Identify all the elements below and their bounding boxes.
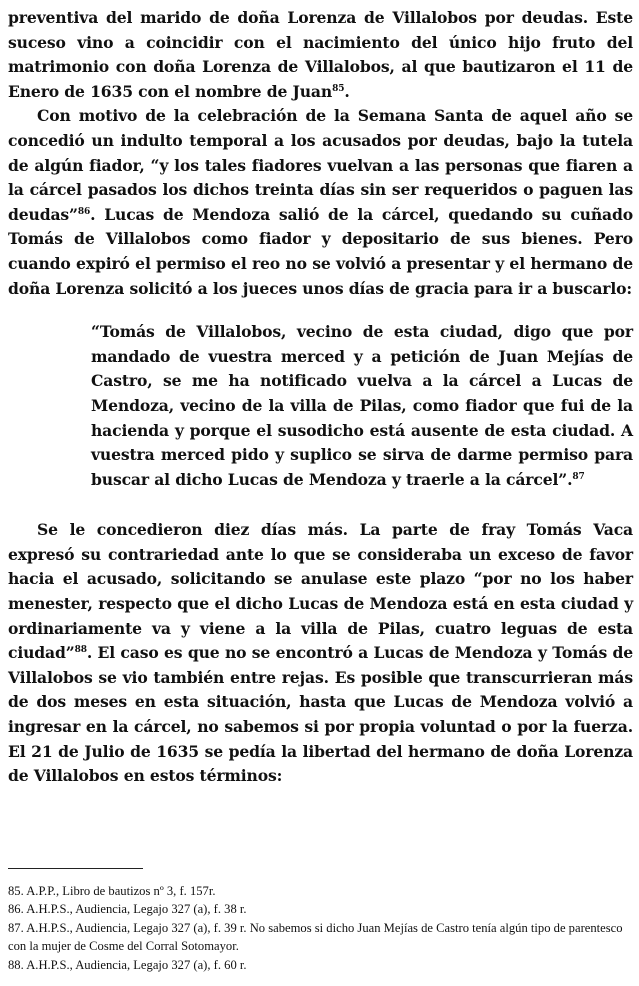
paragraph-3 [8,518,633,789]
paragraph-2-text: Con motivo de la celebración de la Semana Santa de aquel año se concedió un indulto temporal a los acusados por deudas, bajo la tutela de algún fiador, “y los tales fiadores vuelvan a las personas que fiaren a la cárcel pasados los dichos treinta días sin ser requeridos o paguen las deudas” [8,106,633,224]
footnote-ref-85: 85 [332,83,345,94]
footnote-85: 85. A.P.P., Libro de bautizos nº 3, f. 157r. [8,884,216,898]
paragraph-2 [8,104,633,301]
footnote-87: 87. A.H.P.S., Audiencia, Legajo 327 (a), f. 39 r. No sabemos si dicho Juan Mejías de Castro tenía algún tipo de parentesco con la mujer de Cosme del Corral Sotomayor. [8,920,623,954]
block-quote [91,320,633,492]
footnote-ref-88: 88 [74,645,87,656]
paragraph-3-text: Se le concedieron diez días más. La parte de fray Tomás Vaca expresó su contrariedad ante lo que se consideraba un exceso de favor hacia el acusado, solicitando se anulase este plazo “por no los haber menester, respecto que el dicho Lucas de Mendoza está en esta ciudad y ordinariamente va y viene a la villa de Pilas, cuatro leguas de esta ciudad” [8,520,633,663]
footnote-ref-87: 87 [572,471,585,482]
footnote-86: 86. A.H.P.S., Audiencia, Legajo 327 (a), f. 38 r. [8,902,247,917]
paragraph-1-tail: . [344,81,350,101]
paragraph-2-tail: . Lucas de Mendoza salió de la cárcel, quedando su cuñado Tomás de Villalobos como fiador y depositario de sus bienes. Pero cuando expiró el permiso el reo no se volvió a presentar y el hermano de doña Lorenza solicitó a los jueces unos días de gracia para ir a buscarlo: [8,204,633,298]
paragraph-3-tail: . El caso es que no se encontró a Lucas de Mendoza y Tomás de Villalobos se vio también entre rejas. Es posible que transcurrieran más de dos meses en esta situación, hasta que Lucas de Mendoza volvió a ingresar en la cárcel, no sabemos si por propia voluntad o por la fuerza. El 21 de Julio de 1635 se pedía la libertad del hermano de doña Lorenza de Villalobos en estos términos: [8,643,633,786]
block-quote-text: “Tomás de Villalobos, vecino de esta ciudad, digo que por mandado de vuestra merced y a petición de Juan Mejías de Castro, se me ha notificado vuelva a la cárcel a Lucas de Mendoza, vecino de la villa de Pilas, como fiador que fui de la hacienda y porque el susodicho está ausente de esta ciudad. A vuestra merced pido y suplico se sirva de darme permiso para buscar al dicho Lucas de Mendoza y traerle a la cárcel”. [91,322,633,489]
main-text [8,6,633,301]
closing-text [8,518,633,789]
footnote-88: 88. A.H.P.S., Audiencia, Legajo 327 (a), f. 60 r. [8,957,247,972]
footnote-divider [8,868,143,869]
paragraph-1-text: preventiva del marido de doña Lorenza de Villalobos por deudas. Este suceso vino a coincidir con el nacimiento del único hijo fruto del matrimonio con doña Lorenza de Villalobos, al que bautizaron el 11 de Enero de 1635 con el nombre de Juan [8,8,633,101]
paragraph-1 [8,6,633,104]
footnote-ref-86: 86 [77,206,91,217]
footnotes [8,882,633,974]
